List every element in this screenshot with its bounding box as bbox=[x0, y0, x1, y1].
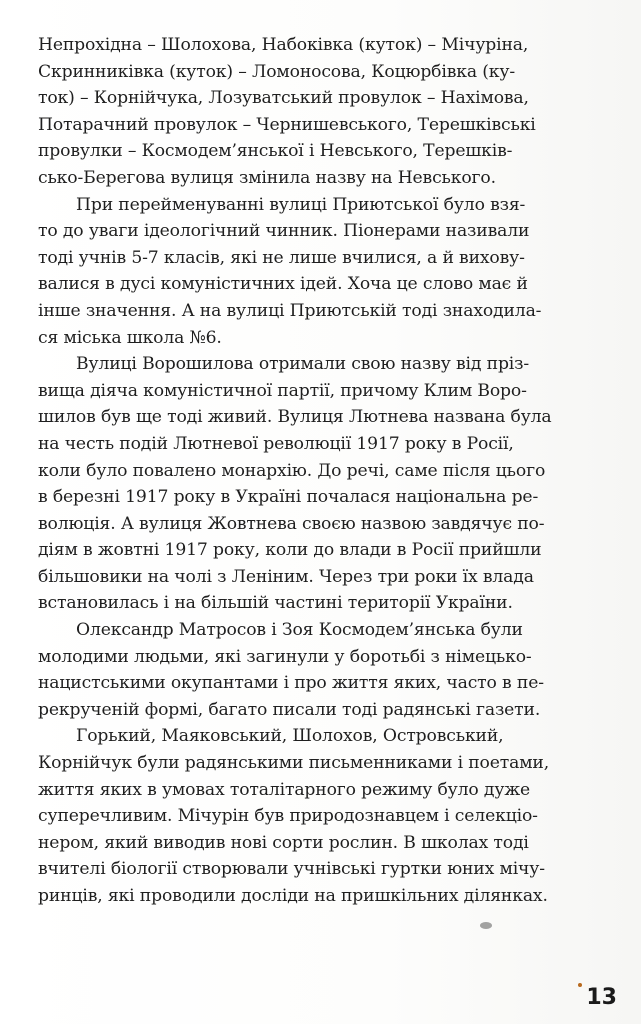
text-line: коли було повалено монархію. До речі, саме після цього bbox=[38, 460, 546, 481]
paragraph bbox=[38, 723, 616, 909]
text-line: вища діяча комуністичної партії, причому Клим Воро- bbox=[38, 380, 527, 401]
text-line: шилов був ще тоді живий. Вулиця Лютнева названа була bbox=[38, 407, 552, 428]
text-line: нацистськими окупантами і про життя яких, часто в пе- bbox=[38, 673, 544, 694]
text-line: в березні 1917 року в Україні почалася національна ре- bbox=[38, 487, 539, 508]
paragraph bbox=[38, 351, 616, 617]
text-line: то до уваги ідеологічний чинник. Піонерами називали bbox=[38, 221, 530, 242]
text-line: тоді учнів 5-7 класів, які не лише вчилися, а й вихову- bbox=[38, 247, 525, 268]
text-line: діям в жовтні 1917 року, коли до влади в Росії прийшли bbox=[38, 540, 542, 561]
text-line: волюція. А вулиця Жовтнева своєю назвою завдячує по- bbox=[38, 513, 545, 534]
text-line: нером, який виводив нові сорти рослин. В школах тоді bbox=[38, 832, 529, 853]
text-line: Олександр Матросов і Зоя Космодем’янська були bbox=[76, 620, 523, 641]
page-number: 13 bbox=[586, 985, 617, 1010]
body-text bbox=[38, 32, 616, 910]
text-line: Горький, Маяковський, Шолохов, Островський, bbox=[76, 726, 504, 747]
text-line: суперечливим. Мічурін був природознавцем і селекціо- bbox=[38, 806, 538, 827]
text-line: ся міська школа №6. bbox=[38, 327, 222, 348]
text-line: на честь подій Лютневої революції 1917 року в Росії, bbox=[38, 433, 514, 454]
text-line: Вулиці Ворошилова отримали свою назву від пріз- bbox=[76, 354, 530, 375]
text-line: вчителі біології створювали учнівські гуртки юних мічу- bbox=[38, 859, 545, 880]
text-line: ток) – Корнійчука, Лозуватський провулок – Нахімова, bbox=[38, 88, 529, 109]
text-line: молодими людьми, які загинули у боротьбі з німецько- bbox=[38, 646, 532, 667]
text-line: Скринниківка (куток) – Ломоносова, Коцюрбівка (ку- bbox=[38, 61, 516, 82]
text-line: При перейменуванні вулиці Приютської було взя- bbox=[76, 194, 526, 215]
paragraph bbox=[38, 192, 616, 352]
text-line: рекрученій формі, багато писали тоді радянські газети. bbox=[38, 699, 541, 720]
text-line: валися в дусі комуністичних ідей. Хоча це слово має й bbox=[38, 274, 528, 295]
text-line: життя яких в умовах тоталітарного режиму було дуже bbox=[38, 779, 530, 800]
paragraph bbox=[38, 32, 616, 192]
text-line: сько-Берегова вулиця змінила назву на Невського. bbox=[38, 167, 496, 188]
text-line: Корнійчук були радянськими письменниками і поетами, bbox=[38, 753, 550, 774]
text-line: провулки – Космодем’янської і Невського, Терешків- bbox=[38, 141, 513, 162]
page-marker-dot bbox=[578, 983, 582, 987]
ink-smudge bbox=[480, 922, 492, 929]
text-line: Непрохідна – Шолохова, Набоківка (куток) – Мічуріна, bbox=[38, 35, 529, 55]
text-line: ринців, які проводили досліди на пришкільних ділянках. bbox=[38, 886, 548, 906]
text-line: Потарачний провулок – Чернишевського, Терешківські bbox=[38, 114, 536, 135]
text-line: встановилась і на більшій частині території України. bbox=[38, 593, 513, 614]
text-line: інше значення. А на вулиці Приютській тоді знаходила- bbox=[38, 300, 542, 321]
text-line: більшовики на чолі з Леніним. Через три роки їх влада bbox=[38, 566, 534, 587]
paragraph bbox=[38, 617, 616, 723]
